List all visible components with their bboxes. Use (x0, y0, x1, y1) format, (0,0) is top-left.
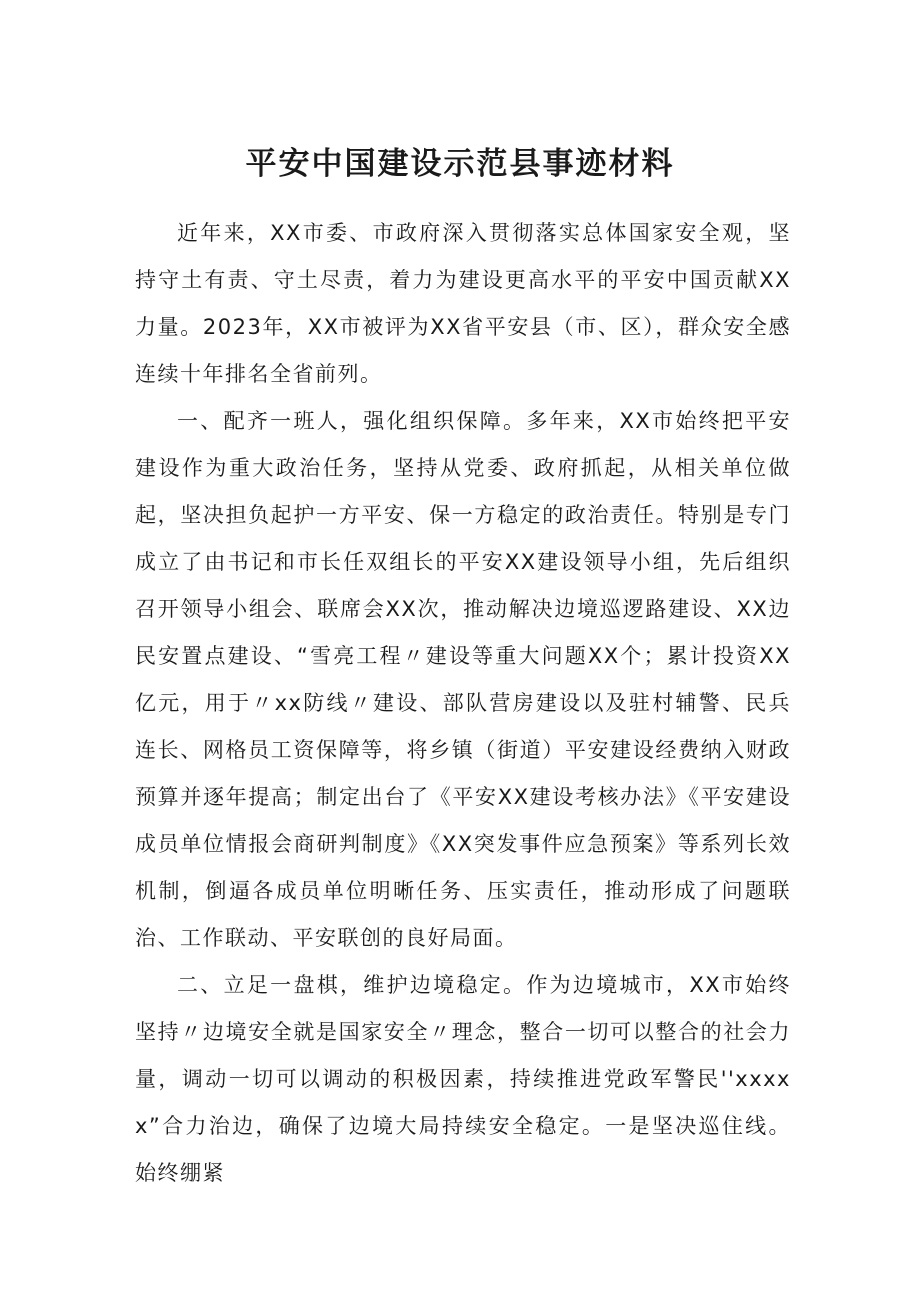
document-title: 平安中国建设示范县事迹材料 (245, 146, 675, 182)
document-body (135, 210, 791, 1197)
paragraph-section-two: 二、立足一盘棋，维护边境稳定。作为边境城市，XX市始终坚持〃边境安全就是国家安全〃理念，整合一切可以整合的社会力量，调动一切可以调动的积极因素，持续推进党政军警民''xxxxx”合力治边，确保了边境大局持续安全稳定。一是坚决巡住线。始终绷紧 (135, 973, 791, 1185)
paragraph-intro: 近年来，XX市委、市政府深入贯彻落实总体国家安全观，坚持守土有责、守土尽责，着力为建设更高水平的平安中国贡献XX力量。2023年，XX市被评为XX省平安县（市、区），群众安全感连续十年排名全省前列。 (135, 221, 791, 386)
paragraph-section-one: 一、配齐一班人，强化组织保障。多年来，XX市始终把平安建设作为重大政治任务，坚持从党委、政府抓起，从相关单位做起，坚决担负起护一方平安、保一方稳定的政治责任。特别是专门成立了由书记和市长任双组长的平安XX建设领导小组，先后组织召开领导小组会、联席会XX次，推动解决边境巡逻路建设、XX边民安置点建设、“雪亮工程〃建设等重大问题XX个；累计投资XX亿元，用于〃xx防线〃建设、部队营房建设以及驻村辅警、民兵连长、网格员工资保障等，将乡镇（街道）平安建设经费纳入财政预算并逐年提高；制定出台了《平安XX建设考核办法》《平安建设成员单位情报会商研判制度》《XX突发事件应急预案》等系列长效机制，倒逼各成员单位明晰任务、压实责任，推动形成了问题联治、工作联动、平安联创的良好局面。 (135, 409, 791, 950)
